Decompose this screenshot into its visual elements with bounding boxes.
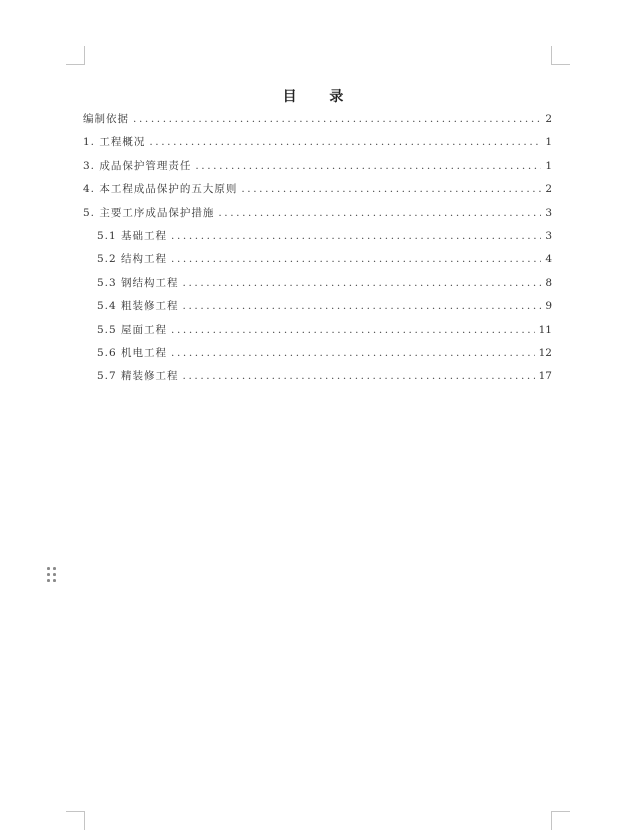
toc-entry[interactable]: [83, 131, 552, 154]
toc-entry-label: 5.3 钢结构工程: [97, 276, 179, 289]
crop-mark-bottom-right: [551, 811, 570, 830]
toc-subentry[interactable]: [83, 342, 552, 365]
toc-leader-dots: [218, 202, 541, 225]
toc-subentry[interactable]: [83, 365, 552, 388]
toc-entry-page: 9: [545, 300, 552, 313]
toc-leader-dots: [171, 225, 541, 248]
toc-entry-label: 编制依据: [83, 113, 129, 125]
toc-leader-dots: [171, 248, 541, 271]
drag-handle-icon[interactable]: [47, 567, 57, 583]
table-of-contents: [83, 108, 552, 389]
toc-leader-dots: [183, 365, 535, 388]
toc-entry-page: 4: [545, 253, 552, 266]
toc-entry[interactable]: [83, 202, 552, 225]
toc-leader-dots: [183, 272, 542, 295]
toc-entry-label: 5.5 屋面工程: [97, 323, 168, 336]
toc-entry-label: 3. 成品保护管理责任: [83, 159, 192, 172]
toc-entry-label: 4. 本工程成品保护的五大原则: [83, 183, 238, 196]
toc-entry-label: 1. 工程概况: [83, 136, 146, 149]
toc-entry-page: 1: [545, 159, 552, 172]
toc-entry-label: 5.7 精装修工程: [97, 370, 179, 383]
toc-entry-page: 11: [538, 323, 552, 336]
toc-entry-page: 12: [538, 346, 552, 359]
toc-entry-page: 1: [545, 136, 552, 149]
toc-entry-label: 5.4 粗装修工程: [97, 300, 179, 313]
toc-subentry[interactable]: [83, 248, 552, 271]
toc-entry-label: 5.2 结构工程: [97, 253, 168, 266]
toc-leader-dots: [171, 319, 535, 342]
toc-entry-page: 17: [538, 370, 552, 383]
toc-entry-page: 2: [545, 113, 552, 125]
crop-mark-top-right: [551, 46, 570, 65]
toc-leader-dots: [149, 131, 541, 154]
toc-title: 目 录: [282, 89, 358, 105]
toc-entry-page: 8: [545, 276, 552, 289]
toc-subentry[interactable]: [83, 272, 552, 295]
toc-leader-dots: [241, 178, 541, 201]
toc-entry-label: 5. 主要工序成品保护措施: [83, 206, 215, 219]
toc-subentry[interactable]: [83, 319, 552, 342]
toc-entry-label: 5.6 机电工程: [97, 346, 168, 359]
crop-mark-bottom-left: [66, 811, 85, 830]
toc-entry-label: 5.1 基础工程: [97, 229, 168, 242]
toc-leader-dots: [171, 342, 535, 365]
toc-entry[interactable]: [83, 155, 552, 178]
toc-entry-page: 3: [545, 229, 552, 242]
toc-entry-page: 3: [545, 206, 552, 219]
toc-subentry[interactable]: [83, 225, 552, 248]
crop-mark-top-left: [66, 46, 85, 65]
toc-leader-dots: [183, 295, 542, 318]
toc-leader-dots: [133, 108, 541, 131]
toc-entry-page: 2: [545, 183, 552, 196]
toc-subentry[interactable]: [83, 295, 552, 318]
toc-leader-dots: [195, 155, 541, 178]
toc-entry[interactable]: [83, 178, 552, 201]
toc-entry[interactable]: [83, 108, 552, 131]
